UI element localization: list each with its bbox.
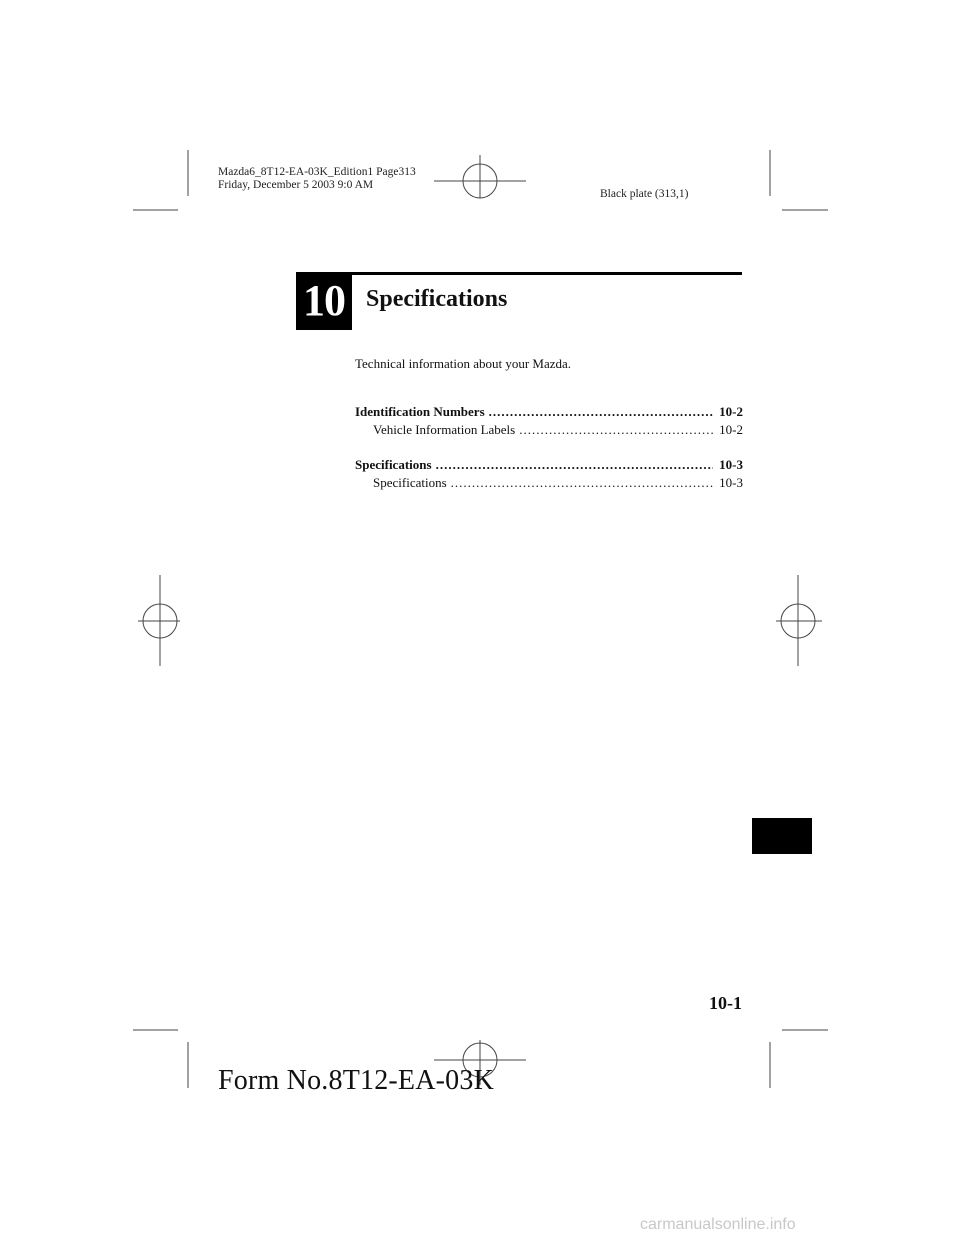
toc-leader [451, 474, 714, 492]
form-number: Form No.8T12-EA-03K [218, 1065, 494, 1096]
toc-leader [519, 421, 713, 439]
watermark: carmanualsonline.info [640, 1216, 796, 1233]
toc-label: Specifications [355, 457, 432, 472]
chapter-intro: Technical information about your Mazda. [355, 356, 572, 371]
chapter-rule [296, 272, 742, 275]
page-number: 10-1 [709, 993, 742, 1013]
chapter-number: 10 [296, 272, 352, 330]
toc-entry-specifications[interactable] [355, 456, 743, 474]
toc-entry-vehicle-information-labels[interactable] [355, 421, 743, 439]
registration-target-left [138, 575, 180, 666]
table-of-contents [355, 403, 743, 492]
toc-page: 10-3 [719, 457, 743, 472]
registration-target-top [434, 155, 526, 198]
registration-target-right [776, 575, 822, 666]
print-header [218, 166, 416, 192]
toc-entry-identification-numbers[interactable] [355, 403, 743, 421]
print-header-file: Mazda6_8T12-EA-03K_Edition1 Page313 [218, 166, 416, 178]
toc-page: 10-2 [719, 422, 743, 437]
toc-label: Identification Numbers [355, 404, 485, 419]
toc-label: Vehicle Information Labels [373, 422, 516, 437]
print-header-date: Friday, December 5 2003 9:0 AM [218, 179, 374, 191]
toc-label: Specifications [373, 475, 447, 490]
chapter-thumb-tab [752, 818, 812, 854]
chapter-title: Specifications [366, 286, 508, 312]
toc-entry-specifications-sub[interactable] [355, 474, 743, 492]
toc-leader [436, 456, 714, 474]
toc-page: 10-3 [719, 475, 743, 490]
toc-page: 10-2 [719, 404, 743, 419]
toc-leader [489, 403, 714, 421]
plate-label: Black plate (313,1) [600, 188, 689, 200]
